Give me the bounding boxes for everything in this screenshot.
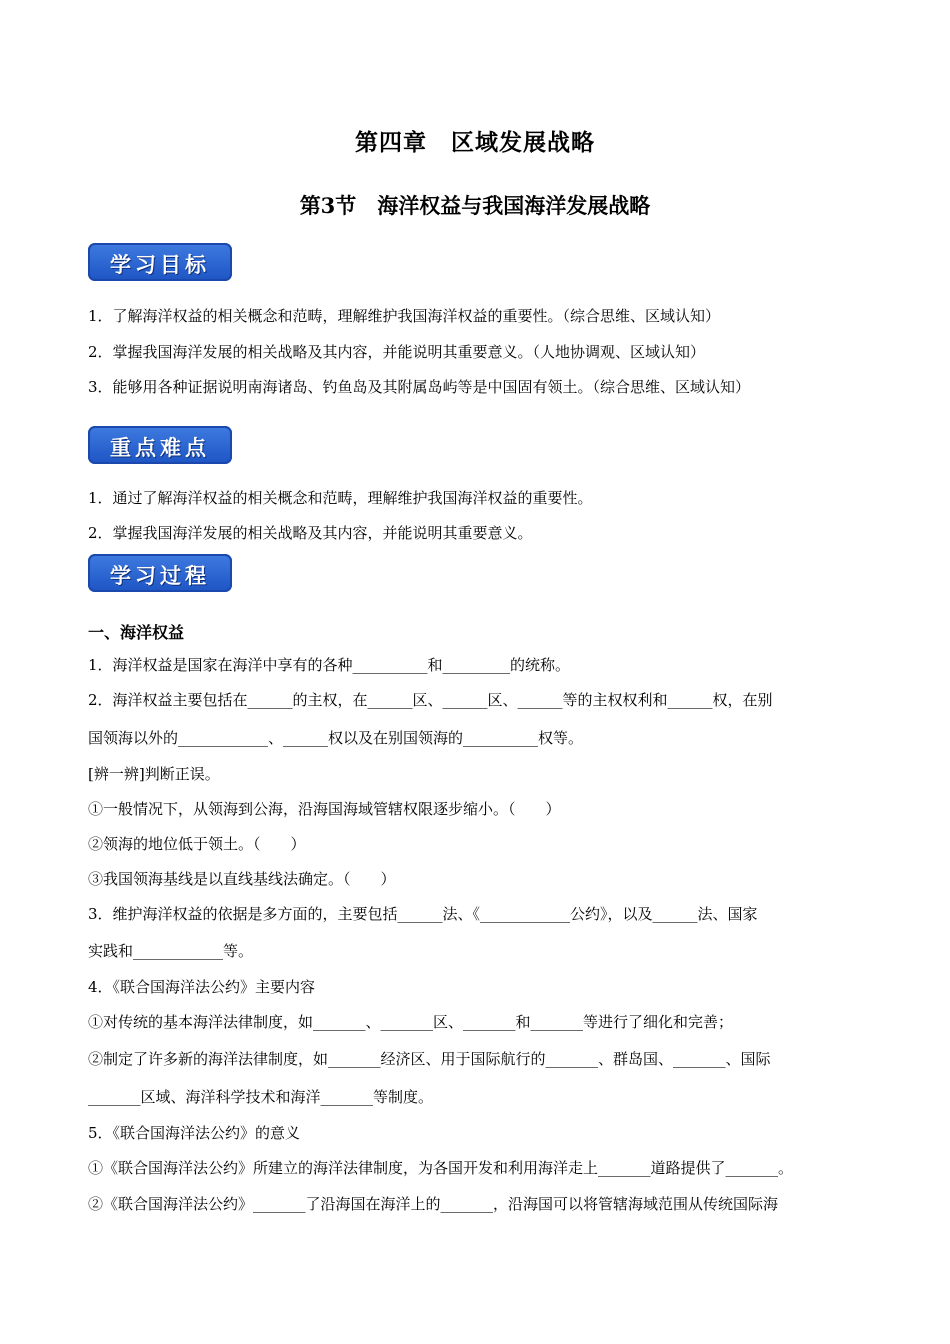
goal-item: 2．掌握我国海洋发展的相关战略及其内容，并能说明其重要意义。（人地协调观、区域认知） (88, 343, 706, 361)
exercise-line: ②《联合国海洋法公约》_______了沿海国在海洋上的_______，沿海国可以将管辖海域范围从传统国际海 (88, 1195, 779, 1213)
exercise-line: 国领海以外的____________、______权以及在别国领海的__________权等。 (88, 729, 584, 747)
exercise-line: 1．海洋权益是国家在海洋中享有的各种__________和_________的统称。 (88, 656, 571, 674)
exercise-line: ①对传统的基本海洋法律制度，如_______、_______区、_______和_______等进行了细化和完善； (88, 1013, 734, 1031)
key-point-item: 2．掌握我国海洋发展的相关战略及其内容，并能说明其重要意义。 (88, 524, 533, 542)
exercise-line: ①一般情况下，从领海到公海，沿海国海域管辖权限逐步缩小。（ ） (88, 800, 561, 818)
exercise-line: ②制定了许多新的海洋法律制度，如_______经济区、用于国际航行的_______、群岛国、_______、国际 (88, 1050, 771, 1068)
exercise-line: 5．《联合国海洋法公约》的意义 (88, 1124, 301, 1142)
exercise-line: 4．《联合国海洋法公约》主要内容 (88, 978, 316, 996)
exercise-line: [辨一辨]判断正误。 (88, 765, 220, 783)
exercise-line: ③我国领海基线是以直线基线法确定。（ ） (88, 870, 396, 888)
learning-goals-badge-label: 学习目标 (110, 253, 210, 277)
goal-item: 3．能够用各种证据说明南海诸岛、钓鱼岛及其附属岛屿等是中国固有领土。（综合思维、区域认知） (88, 378, 751, 396)
part1-heading: 一、海洋权益 (88, 623, 185, 642)
goal-item: 1．了解海洋权益的相关概念和范畴，理解维护我国海洋权益的重要性。（综合思维、区域认知） (88, 307, 721, 325)
exercise-line: 3．维护海洋权益的依据是多方面的，主要包括______法、《____________公约》，以及______法、国家 (88, 905, 758, 923)
exercise-line: 2．海洋权益主要包括在______的主权，在______区、______区、______等的主权权利和______权，在别 (88, 691, 773, 709)
learning-goals-badge (88, 243, 232, 281)
key-points-badge (88, 426, 232, 464)
section-title: 第3节 海洋权益与我国海洋发展战略 (299, 193, 651, 218)
key-point-item: 1．通过了解海洋权益的相关概念和范畴，理解维护我国海洋权益的重要性。 (88, 489, 593, 507)
chapter-title: 第四章 区域发展战略 (355, 129, 595, 156)
exercise-line: ①《联合国海洋法公约》所建立的海洋法律制度，为各国开发和利用海洋走上_______道路提供了_______。 (88, 1159, 794, 1177)
key-points-badge-label: 重点难点 (110, 436, 210, 460)
exercise-line: _______区域、海洋科学技术和海洋_______等制度。 (88, 1088, 434, 1106)
exercise-line: 实践和____________等。 (88, 942, 254, 960)
learning-process-badge-label: 学习过程 (110, 564, 210, 588)
exercise-line: ②领海的地位低于领土。（ ） (88, 835, 306, 853)
learning-process-badge (88, 554, 232, 592)
